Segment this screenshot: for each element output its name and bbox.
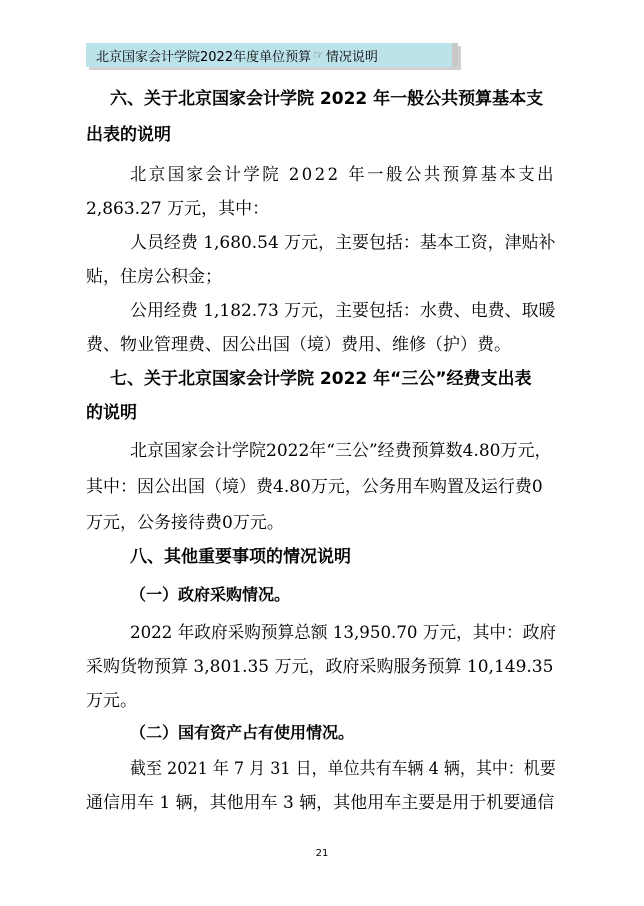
section-six-heading-line2: 出表的说明 (86, 125, 171, 145)
subsection-assets-heading: （二）国有资产占有使用情况。 (130, 723, 355, 742)
section-seven-heading-line1: 七、关于北京国家会计学院 2022 年“三公”经费支出表 (110, 369, 532, 389)
section-six-para3-line1: 公用经费 1,182.73 万元，主要包括：水费、电费、取暖 (130, 301, 556, 321)
subsection-procurement-line3: 万元。 (86, 691, 137, 711)
section-seven-para-line2: 其中：因公出国（境）费4.80万元，公务用车购置及运行费0 (86, 477, 543, 497)
document-header (86, 43, 458, 67)
section-six-para1-line2: 2,863.27 万元，其中： (86, 199, 270, 219)
pointing-hand-icon: ☞ (313, 48, 324, 62)
section-eight-heading: 八、其他重要事项的情况说明 (130, 547, 351, 567)
subsection-assets-line1: 截至 2021 年 7 月 31 日，单位共有车辆 4 辆，其中：机要 (130, 759, 556, 779)
section-six-para3-line2: 费、物业管理费、因公出国（境）费用、维修（护）费。 (86, 335, 511, 355)
section-seven-heading-line2: 的说明 (86, 403, 137, 423)
subsection-assets-line2: 通信用车 1 辆，其他用车 3 辆，其他用车主要是用于机要通信 (86, 793, 555, 813)
subsection-procurement-line1: 2022 年政府采购预算总额 13,950.70 万元，其中：政府 (130, 623, 556, 643)
subsection-procurement-heading: （一）政府采购情况。 (130, 585, 291, 604)
section-seven-para-line3: 万元，公务接待费0万元。 (86, 513, 284, 533)
section-six-para1-line1: 北京国家会计学院 2022 年一般公共预算基本支出 (130, 165, 557, 185)
subsection-procurement-line2: 采购货物预算 3,801.35 万元，政府采购服务预算 10,149.35 (86, 657, 554, 677)
section-six-para2-line1: 人员经费 1,680.54 万元，主要包括：基本工资，津贴补 (130, 233, 556, 253)
header-title-part2: 情况说明 (325, 49, 378, 65)
section-six-para2-line2: 贴，住房公积金； (86, 267, 222, 287)
page-number: 21 (315, 848, 329, 859)
section-six-heading-line1: 六、关于北京国家会计学院 2022 年一般公共预算基本支 (110, 89, 544, 109)
header-title-part1: 北京国家会计学院2022年度单位预算 (96, 49, 312, 65)
section-seven-para-line1: 北京国家会计学院2022年“三公”经费预算数4.80万元， (130, 441, 552, 461)
